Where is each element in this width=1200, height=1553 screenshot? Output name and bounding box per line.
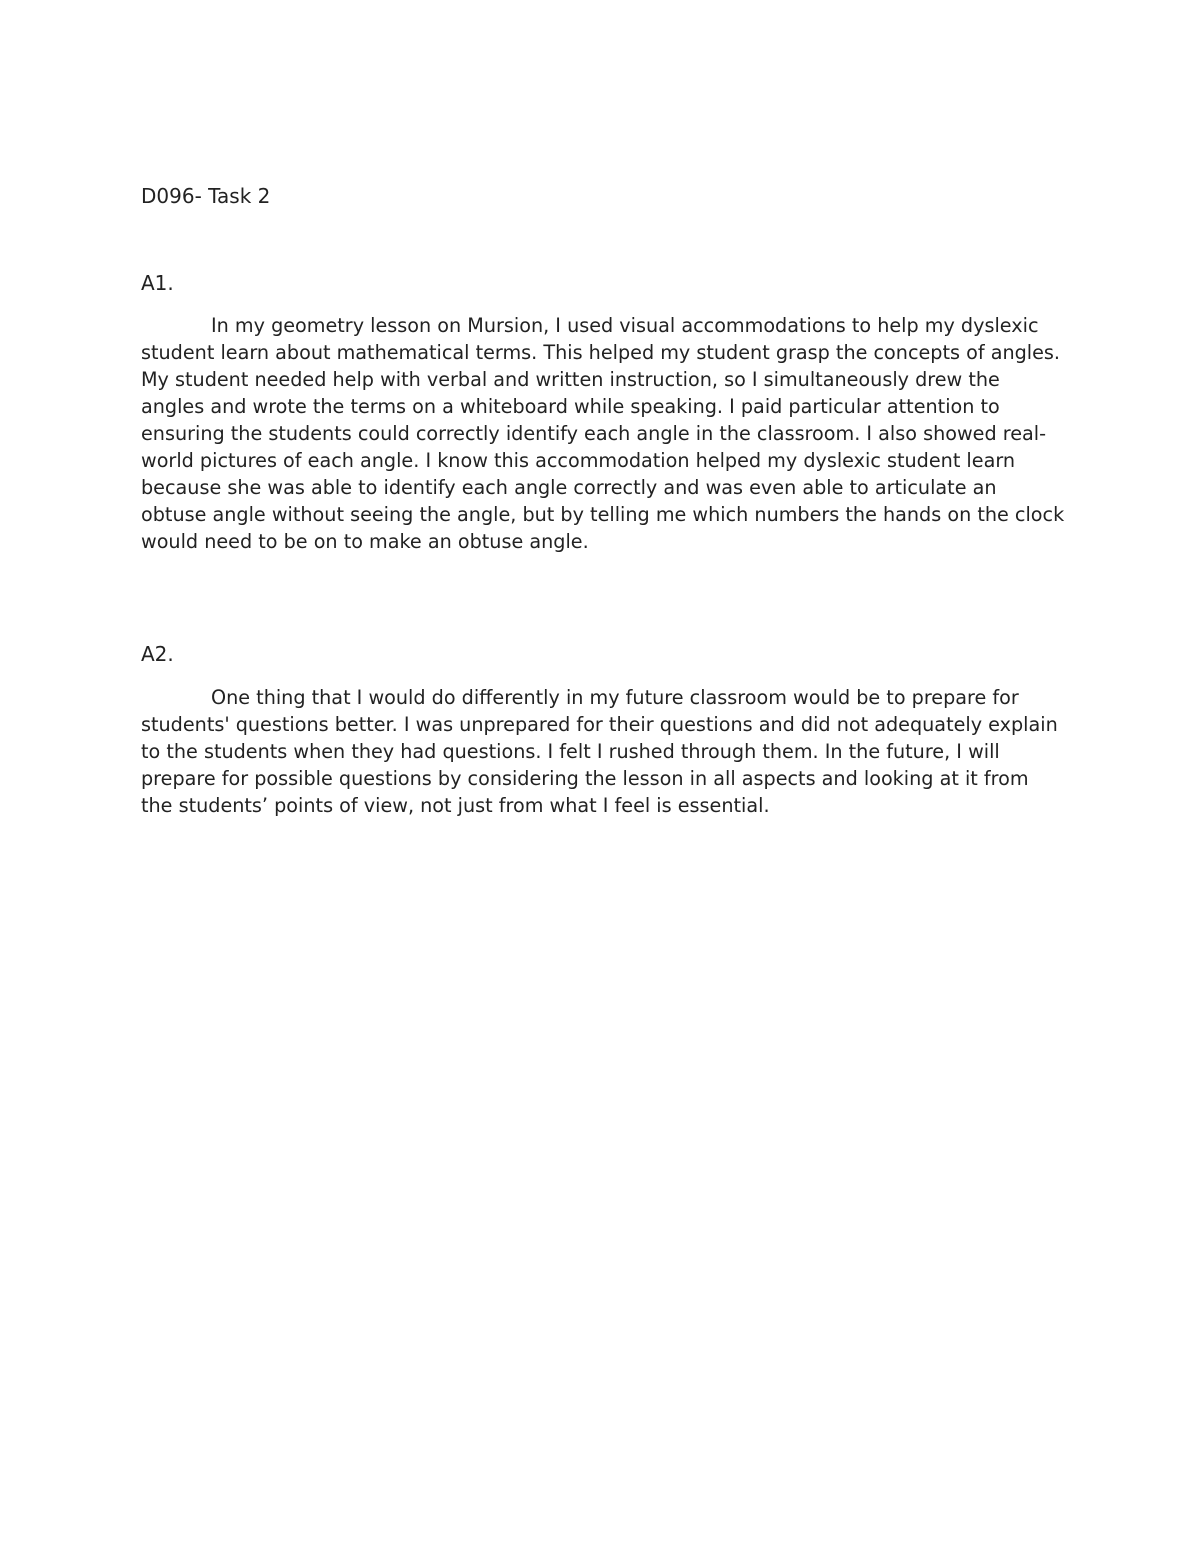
section-paragraph-a1: In my geometry lesson on Mursion, I used visual accommodations to help my dyslexic student learn about mathematical terms. This helped my student grasp the concepts of angles. My student needed help with verbal and written instruction, so I simultaneously drew the angles and wrote the terms on a whiteboard while speaking. I paid particular attention to ensuring the students could correctly identify each angle in the classroom. I also showed real-world pictures of each angle. I know this accommodation helped my dyslexic student learn because she was able to identify each angle correctly and was even able to articulate an obtuse angle without seeing the angle, but by telling me which numbers the hands on the clock would need to be on to make an obtuse angle. [141,314,1065,553]
section-heading-a2: A2. [141,642,174,666]
section-heading-a1: A1. [141,271,174,295]
section-paragraph-a2: One thing that I would do differently in my future classroom would be to prepare for students' questions better. I was unprepared for their questions and did not adequately explain to the students when they had questions. I felt I rushed through them. In the future, I will prepare for possible questions by considering the lesson in all aspects and looking at it from the students’ points of view, not just from what I feel is essential. [141,686,1058,817]
document-title: D096- Task 2 [141,184,271,208]
